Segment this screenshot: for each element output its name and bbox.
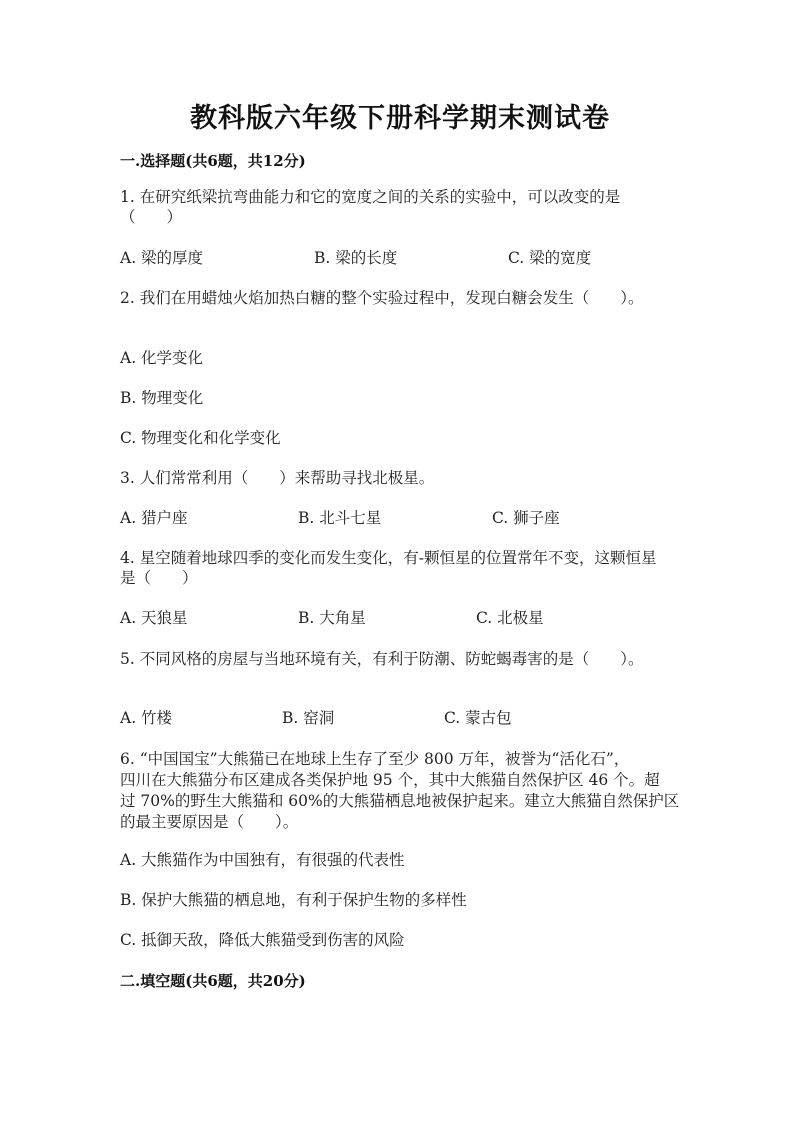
question-line: 过 70%的野生大熊猫和 60%的大熊猫栖息地被保护起来。建立大熊猫自然保护区	[120, 792, 680, 810]
option-c: C. 抵御天敌，降低大熊猫受到伤害的风险	[120, 931, 405, 949]
question-line: 2. 我们在用蜡烛火焰加热白糖的整个实验过程中，发现白糖会发生（ ）。	[120, 289, 644, 307]
option-b: B. 物理变化	[120, 389, 204, 407]
question-line: 是（ ）	[120, 569, 198, 587]
question-line: 1. 在研究纸梁抗弯曲能力和它的宽度之间的关系的实验中，可以改变的是	[120, 188, 621, 206]
question-5-text	[120, 649, 682, 669]
option-b: B. 梁的长度	[314, 249, 398, 267]
option-c: C. 北极星	[476, 609, 544, 627]
option-c: C. 蒙古包	[444, 709, 512, 727]
question-line: 4. 星空随着地球四季的变化而发生变化，有-颗恒星的位置常年不变，这颗恒星	[120, 549, 657, 567]
question-line: 四川在大熊猫分布区建成各类保护地 95 个，其中大熊猫自然保护区 46 个。超	[120, 771, 660, 789]
question-line: 3. 人们常常利用（ ）来帮助寻找北极星。	[120, 469, 435, 487]
question-line: （ ）	[120, 208, 183, 226]
section-heading-choice: 一.选择题(共6题，共12分)	[120, 152, 306, 170]
option-c: C. 梁的宽度	[508, 249, 592, 267]
question-1-text	[120, 187, 682, 227]
question-line: 6. “中国国宝”大熊猫已在地球上生存了至少 800 万年，被誉为“活化石”，	[120, 750, 630, 768]
option-c: C. 物理变化和化学变化	[120, 429, 281, 447]
option-a: A. 天狼星	[120, 609, 188, 627]
option-b: B. 窑洞	[282, 709, 335, 727]
option-a: A. 梁的厚度	[120, 249, 204, 267]
option-b: B. 大角星	[298, 609, 366, 627]
option-a: A. 化学变化	[120, 349, 204, 367]
page-title: 教科版六年级下册科学期末测试卷	[190, 103, 610, 134]
section-heading-fill-blank: 二.填空题(共6题，共20分)	[120, 972, 306, 990]
question-3-text	[120, 468, 682, 488]
option-a: A. 猎户座	[120, 509, 188, 527]
question-2-text	[120, 288, 682, 308]
option-b: B. 保护大熊猫的栖息地，有利于保护生物的多样性	[120, 891, 467, 909]
question-line: 的最主要原因是（ ）。	[120, 813, 299, 831]
question-6-text	[120, 749, 682, 833]
question-4-text	[120, 548, 682, 588]
option-c: C. 狮子座	[492, 509, 560, 527]
option-a: A. 竹楼	[120, 709, 173, 727]
question-line: 5. 不同风格的房屋与当地环境有关，有利于防潮、防蛇蝎毒害的是（ ）。	[120, 650, 644, 668]
option-a: A. 大熊猫作为中国独有，有很强的代表性	[120, 851, 405, 869]
option-b: B. 北斗七星	[298, 509, 382, 527]
